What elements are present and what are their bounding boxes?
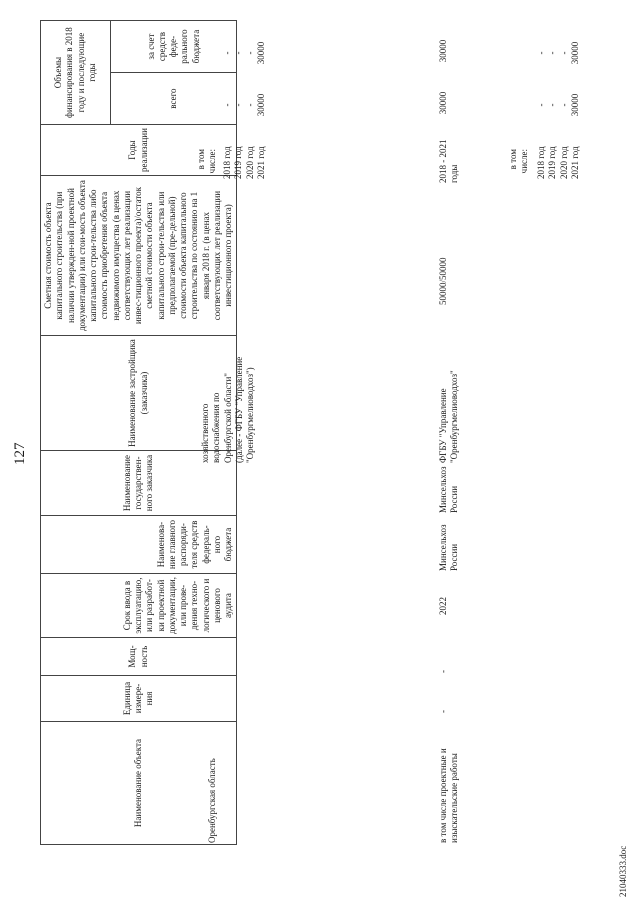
row2-year: 2021 год bbox=[569, 146, 580, 179]
row2-federal-value: - bbox=[558, 51, 569, 55]
file-name: 21040333.doc bbox=[618, 845, 628, 897]
row2-period-total: 30000 bbox=[438, 91, 448, 115]
row2-year: 2018 год bbox=[536, 146, 546, 179]
header-developer: Наименование застройщика (заказчика) bbox=[41, 336, 237, 451]
row2-federal bbox=[536, 29, 581, 77]
row2-customer: Минсельхоз России bbox=[438, 466, 460, 513]
header-funding: Объемы финансирования в 2018 году и последующие годы bbox=[41, 21, 111, 125]
row1-total bbox=[222, 81, 267, 129]
row1-total-value: - bbox=[244, 103, 255, 107]
header-estimated-cost: Сметная стоимость объекта капитального строительства (при наличии утвержден-ной проектной документации) или стои-мость объекта капитального строи-тельства либо стоимость приобретения объекта недвижимого имущества (в ценах соответствующих лет реализации инвес-тиционного проекта)/остаток сметной стоимости объекта капитального строи-тельства или предполагаемой (пре-дельной) стоимости объекта капитального строительства по состоянию на 1 января 2018 г. (в ценах соответствующих лет реализации инвестиционного проекта) bbox=[41, 176, 237, 336]
header-object-name: Наименование объекта bbox=[41, 722, 237, 845]
row1-including: в том числе: bbox=[196, 149, 218, 174]
row1-total-value: 30000 bbox=[255, 93, 266, 117]
row1-year: 2019 год bbox=[233, 146, 244, 179]
header-federal-budget: за счет средств феде-рального бюджета bbox=[111, 21, 237, 73]
row2-federal-value: - bbox=[536, 51, 546, 55]
row2-total-value: 30000 bbox=[569, 93, 580, 117]
row2-year: 2019 год bbox=[547, 146, 558, 179]
row1-federal-value: 30000 bbox=[255, 41, 266, 65]
row1-object: Оренбургская область bbox=[207, 758, 217, 843]
row1-federal-value: - bbox=[233, 51, 244, 55]
row1-developer: хозяйственного водоснабжения по Оренбургской области" (далее - ФГБУ "Управление "Оренбургмелиоводхоз") bbox=[200, 356, 255, 463]
row1-year: 2020 год bbox=[244, 146, 255, 179]
row1-year: 2018 год bbox=[222, 146, 232, 179]
row2-years bbox=[536, 133, 581, 179]
row2-cost: 50000/50000 bbox=[438, 257, 448, 305]
row2-total-value: - bbox=[547, 103, 558, 107]
row1-years bbox=[222, 133, 267, 179]
row1-federal bbox=[222, 29, 267, 77]
row2-period: 2018 - 2021 годы bbox=[438, 139, 460, 183]
row1-total-value: - bbox=[222, 103, 232, 107]
row2-manager: Минсельхоз России bbox=[438, 524, 460, 571]
row1-federal-value: - bbox=[244, 51, 255, 55]
row1-federal-value: - bbox=[222, 51, 232, 55]
row2-federal-value: - bbox=[547, 51, 558, 55]
row2-year: 2020 год bbox=[558, 146, 569, 179]
header-federal-manager: Наименова-ние главного распоряди-теля средств федераль-ного бюджета bbox=[41, 516, 237, 574]
row2-capacity: - bbox=[438, 670, 448, 673]
row2-unit: - bbox=[438, 710, 448, 713]
header-state-customer: Наименование государствен-ного заказчика bbox=[41, 451, 237, 516]
row2-including: в том числе: bbox=[508, 149, 530, 174]
row1-year: 2021 год bbox=[255, 146, 266, 179]
page-number: 127 bbox=[12, 442, 28, 465]
row2-developer: ФГБУ "Управление "Оренбургмелиоводхоз" bbox=[438, 370, 460, 463]
header-unit: Единица измере-ния bbox=[41, 676, 237, 722]
header-years: Годы реализации bbox=[41, 125, 237, 176]
header-capacity: Мощ-ность bbox=[41, 638, 237, 676]
row2-total-value: - bbox=[558, 103, 569, 107]
header-total: всего bbox=[111, 73, 237, 125]
row2-term: 2022 bbox=[438, 597, 448, 615]
header-commission-term: Срок ввода в эксплуатацию, или разработ-ки проектной документации, или прове-дения техно-логического и ценового аудита bbox=[41, 574, 237, 638]
row1-total-value: - bbox=[233, 103, 244, 107]
row2-total bbox=[536, 81, 581, 129]
row2-total-value: - bbox=[536, 103, 546, 107]
row2-federal-value: 30000 bbox=[569, 41, 580, 65]
row2-period-federal: 30000 bbox=[438, 39, 448, 63]
row2-object: в том числе проектные и изыскательские работы bbox=[438, 748, 460, 843]
